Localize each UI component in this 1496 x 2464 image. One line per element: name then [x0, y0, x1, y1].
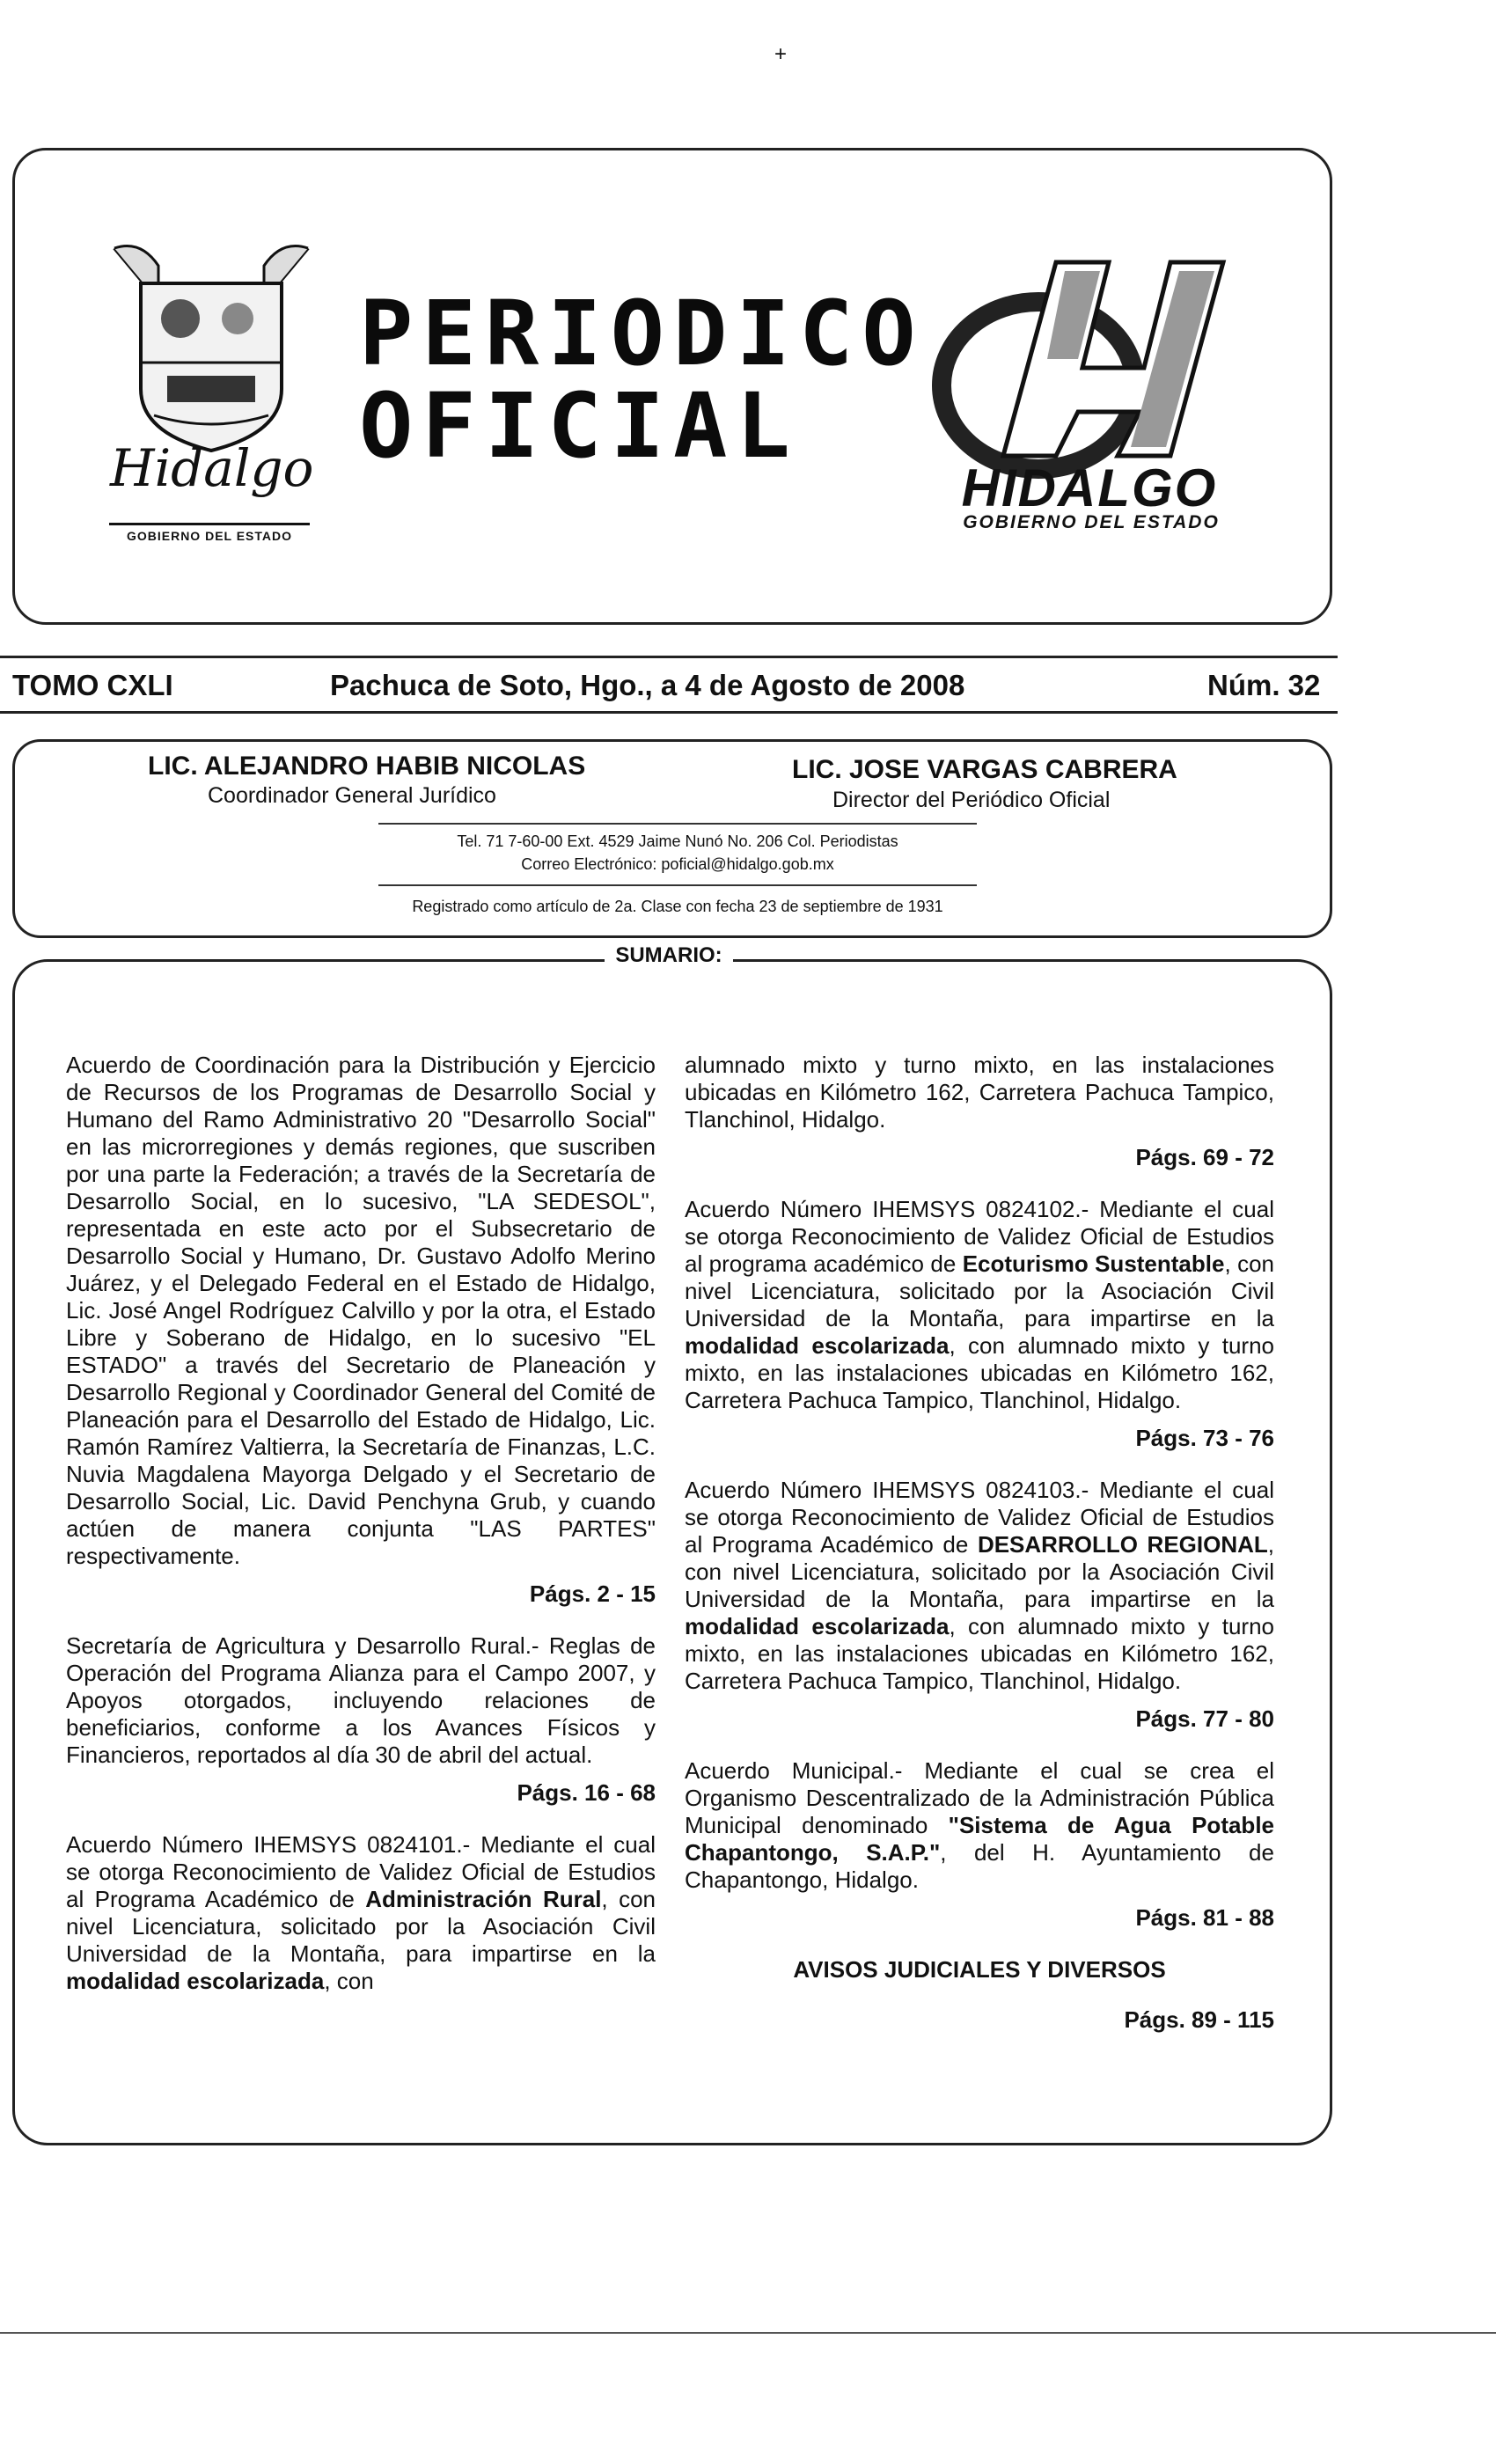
entry-ihemsys-101-text: Acuerdo Número IHEMSYS 0824101.- Mediante el cual se otorga Reconocimiento de Validez Oficial de Estudios al Programa Académico de Administración Rural, con nivel Licenciatura, solicitado por la Asociación Civil Universidad de la Montaña, para impartirse en la modalidad escolarizada, con [66, 1831, 656, 1994]
director-role: Director del Periódico Oficial [832, 788, 1111, 812]
datebar-bottom-rule [0, 711, 1338, 714]
issue-place-date: Pachuca de Soto, Hgo., a 4 de Agosto de 2008 [330, 669, 965, 701]
sumario-heading: SUMARIO: [0, 943, 1338, 968]
datebar-top-rule [0, 656, 1338, 658]
page-bottom-rule [0, 2332, 1496, 2334]
contact-phone-address: Tel. 71 7-60-00 Ext. 4529 Jaime Nunó No. 206 Col. Periodistas [457, 832, 898, 850]
entry-ihemsys-102-text: Acuerdo Número IHEMSYS 0824102.- Mediante el cual se otorga Reconocimiento de Validez Oficial de Estudios al programa académico de Ecoturismo Sustentable, con nivel Licenciatura, solicitado por la Asociación Civil Universidad de la Montaña, para impartirse en la modalidad escolarizada, con alumnado mixto y turno mixto, en las instalaciones ubicadas en Kilómetro 162, Carretera Pachuca Tampico, Tlanchinol, Hidalgo. [685, 1196, 1274, 1413]
contact-email: Correo Electrónico: poficial@hidalgo.gob.mx [521, 855, 834, 873]
coordinator-name: LIC. ALEJANDRO HABIB NICOLAS [148, 752, 586, 781]
title-periodico: PERIODICO [359, 282, 925, 386]
entry-municipal-text: Acuerdo Municipal.- Mediante el cual se crea el Organismo Descentralizado de la Administración Pública Municipal denominado "Sistema de Agua Potable Chapantongo, S.A.P.", del H. Ayuntamiento de Chapantongo, Hidalgo. [685, 1757, 1275, 1893]
hidalgo-logo-word: HIDALGO [961, 458, 1218, 517]
entry-ihemsys-103-text: Acuerdo Número IHEMSYS 0824103.- Mediante el cual se otorga Reconocimiento de Validez Oficial de Estudios al Programa Académico de DESARROLLO REGIONAL, con nivel Licenciatura, solicitado por la Asociación Civil Universidad de la Montaña, para impartirse en la modalidad escolarizada, con alumnado mixto y turno mixto, en las instalaciones ubicadas en Kilómetro 162, Carretera Pachuca Tampico, Tlanchinol, Hidalgo. [685, 1477, 1275, 1694]
sumario-right-column [685, 1052, 1274, 2058]
issue-number: Núm. 32 [1207, 669, 1321, 701]
entry-sagarpa-text: Secretaría de Agricultura y Desarrollo Rural.- Reglas de Operación del Programa Alianza para el Campo 2007, y Apoyos otorgados, incluyendo relaciones de beneficiarios, conforme a los Avances Físicos y Financieros, reportados al día 30 de abril del actual. [66, 1632, 656, 1768]
entry-ihemsys-102-pages: Págs. 73 - 76 [1135, 1425, 1274, 1451]
registration-rule [378, 884, 977, 886]
entry-sagarpa-pages: Págs. 16 - 68 [517, 1779, 656, 1806]
avisos-pages: Págs. 89 - 115 [1124, 2006, 1274, 2033]
entry-municipal-pages: Págs. 81 - 88 [1135, 1904, 1274, 1931]
seal-script-word: Hidalgo [110, 438, 314, 498]
contact-rule [378, 823, 977, 825]
sumario-left-column [66, 1052, 656, 1995]
binding-mark: + [774, 42, 788, 66]
avisos-heading: AVISOS JUDICIALES Y DIVERSOS [793, 1956, 1166, 1983]
entry-sedesol-pages: Págs. 2 - 15 [529, 1580, 656, 1607]
entry-sedesol-text: Acuerdo de Coordinación para la Distribución y Ejercicio de Recursos de los Programas de Desarrollo Social y Humano del Ramo Administrativo 20 "Desarrollo Social" en las microrregiones y demás regiones, que suscriben por una parte la Federación; a través de la Secretaría de Desarrollo Social, en lo sucesivo, "LA SEDESOL", representada en este acto por el Subsecretario de Desarrollo Social y Humano, Dr. Gustavo Adolfo Merino Juárez, y el Delegado Federal en el Estado de Hidalgo, Lic. José Angel Rodríguez Calvillo y por la otra, el Estado Libre y Soberano de Hidalgo, en lo sucesivo "EL ESTADO" a través del Secretario de Planeación y Desarrollo Regional y Coordinador General del Comité de Planeación para el Desarrollo del Estado de Hidalgo, Lic. Ramón Ramírez Valtierra, la Secretaría de Finanzas, L.C. Nuvia Magdalena Mayorga Delgado y el Secretario de Desarrollo Social, Lic. David Penchyna Grub, y cuando actúen de manera conjunta "LAS PARTES" respectivamente. [66, 1052, 656, 1569]
registration-note: Registrado como artículo de 2a. Clase con fecha 23 de septiembre de 1931 [412, 898, 943, 915]
entry-ihemsys-101-continuation: alumnado mixto y turno mixto, en las instalaciones ubicadas en Kilómetro 162, Carretera Pachuca Tampico, Tlanchinol, Hidalgo. [685, 1052, 1274, 1133]
entry-ihemsys-103-pages: Págs. 77 - 80 [1135, 1705, 1274, 1732]
director-name: LIC. JOSE VARGAS CABRERA [792, 755, 1177, 784]
entry-ihemsys-101-pages: Págs. 69 - 72 [1135, 1144, 1274, 1170]
logo-caption: GOBIERNO DEL ESTADO [963, 512, 1220, 532]
tomo-label: TOMO CXLI [12, 669, 173, 701]
coordinator-role: Coordinador General Jurídico [208, 783, 496, 808]
seal-caption: GOBIERNO DEL ESTADO [109, 523, 310, 543]
title-oficial: OFICIAL [359, 374, 799, 479]
